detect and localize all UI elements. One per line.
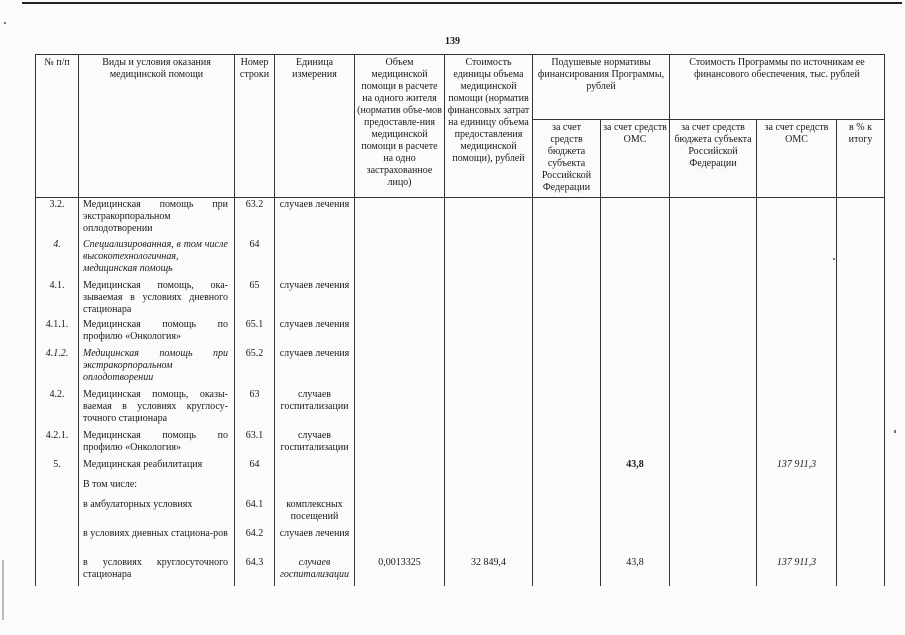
row-program-pct [837, 459, 885, 479]
page-number: 139 [445, 36, 460, 47]
row-program-oms: 137 911,3 [757, 459, 837, 479]
row-number: 4.1. [36, 280, 79, 319]
row-cost [445, 528, 533, 557]
row-number: 4.1.2. [36, 348, 79, 389]
row-name: Медицинская помощь при экстракорпоральном оплодотворении [79, 198, 235, 239]
row-program-budget [670, 348, 757, 389]
row-name: в условиях круглосуточного стационара [79, 557, 235, 586]
row-percapita-oms: 43,8 [601, 557, 670, 586]
header-unit: Единица измерения [275, 55, 355, 198]
table-row [36, 430, 885, 459]
row-percapita-oms [601, 528, 670, 557]
table-row [36, 239, 885, 280]
row-percapita-oms [601, 479, 670, 499]
table-row [36, 479, 885, 499]
row-percapita-budget [533, 430, 601, 459]
row-cost [445, 459, 533, 479]
row-program-budget [670, 239, 757, 280]
financing-table [35, 54, 885, 586]
row-volume [355, 319, 445, 348]
row-program-budget [670, 557, 757, 586]
row-program-budget [670, 280, 757, 319]
row-cost [445, 239, 533, 280]
row-program-budget [670, 389, 757, 430]
row-line-number: 64.3 [235, 557, 275, 586]
row-percapita-budget [533, 528, 601, 557]
row-cost [445, 348, 533, 389]
row-number: 4.1.1. [36, 319, 79, 348]
row-number: 4. [36, 239, 79, 280]
row-program-oms [757, 319, 837, 348]
row-unit: комплексных посещений [275, 499, 355, 528]
row-volume [355, 528, 445, 557]
header-name: Виды и условия оказания медицинской помощи [79, 55, 235, 198]
row-percapita-oms [601, 499, 670, 528]
row-cost [445, 430, 533, 459]
row-program-pct [837, 389, 885, 430]
row-program-oms [757, 430, 837, 459]
row-unit: случаев лечения [275, 348, 355, 389]
row-program-pct [837, 499, 885, 528]
row-line-number: 63.1 [235, 430, 275, 459]
header-program-oms: за счет средств ОМС [757, 120, 837, 198]
row-cost [445, 389, 533, 430]
row-volume [355, 348, 445, 389]
row-program-pct [837, 198, 885, 239]
row-cost [445, 499, 533, 528]
row-program-oms: 137 911,3 [757, 557, 837, 586]
row-program-oms [757, 198, 837, 239]
table-row [36, 528, 885, 557]
row-line-number: 65.2 [235, 348, 275, 389]
row-program-budget [670, 198, 757, 239]
header-volume: Объем медицинской помощи в расчете на одного жителя (норматив объе-мов предоставле-ния медицинской помощи в расчете на одно застрахованное лицо) [355, 55, 445, 198]
row-number [36, 499, 79, 528]
row-name: в амбулаторных условиях [79, 499, 235, 528]
row-volume [355, 479, 445, 499]
scan-edge [2, 560, 4, 620]
row-name: Специализированная, в том числе высокотехнологичная, медицинская помощь [79, 239, 235, 280]
row-percapita-budget [533, 280, 601, 319]
row-number [36, 557, 79, 586]
row-line-number: 64 [235, 459, 275, 479]
row-number [36, 528, 79, 557]
row-cost [445, 479, 533, 499]
row-volume [355, 499, 445, 528]
row-program-pct [837, 348, 885, 389]
row-unit: случаев лечения [275, 528, 355, 557]
row-number [36, 479, 79, 499]
row-program-oms [757, 280, 837, 319]
row-percapita-oms [601, 198, 670, 239]
header-program-pct: в % к итогу [837, 120, 885, 198]
row-percapita-budget [533, 348, 601, 389]
row-program-pct [837, 430, 885, 459]
row-unit [275, 459, 355, 479]
row-volume: 0,0013325 [355, 557, 445, 586]
row-program-pct [837, 319, 885, 348]
header-percapita-oms: за счет средств ОМС [601, 120, 670, 198]
row-volume [355, 459, 445, 479]
row-unit: случаев лечения [275, 198, 355, 239]
row-number: 3.2. [36, 198, 79, 239]
row-percapita-budget [533, 319, 601, 348]
header-cost: Стоимость единицы объема медицинской помощи (норматив финансовых затрат на единицу объема предоставления медицинской помощи), рублей [445, 55, 533, 198]
row-line-number [235, 479, 275, 499]
scan-speck [833, 258, 835, 260]
row-volume [355, 239, 445, 280]
row-unit: случаев госпитализации [275, 557, 355, 586]
header-percapita-budget: за счет средств бюджета субъекта Российской Федерации [533, 120, 601, 198]
row-cost [445, 198, 533, 239]
row-cost [445, 280, 533, 319]
table-row [36, 319, 885, 348]
row-program-budget [670, 430, 757, 459]
row-line-number: 65 [235, 280, 275, 319]
row-program-pct [837, 528, 885, 557]
row-unit: случаев лечения [275, 280, 355, 319]
header-program-budget: за счет средств бюджета субъекта Российской Федерации [670, 120, 757, 198]
row-percapita-oms [601, 319, 670, 348]
row-program-pct [837, 479, 885, 499]
row-percapita-budget [533, 557, 601, 586]
table-row [36, 389, 885, 430]
row-volume [355, 430, 445, 459]
row-volume [355, 280, 445, 319]
table-row [36, 499, 885, 528]
row-percapita-budget [533, 459, 601, 479]
table-row [36, 198, 885, 239]
row-percapita-budget [533, 198, 601, 239]
row-program-oms [757, 389, 837, 430]
row-volume [355, 198, 445, 239]
row-number: 5. [36, 459, 79, 479]
row-line-number: 64.2 [235, 528, 275, 557]
table-row [36, 348, 885, 389]
row-percapita-budget [533, 239, 601, 280]
scan-speck [894, 430, 896, 433]
row-name: в условиях дневных стациона-ров [79, 528, 235, 557]
row-percapita-oms: 43,8 [601, 459, 670, 479]
row-program-pct [837, 280, 885, 319]
row-program-pct [837, 557, 885, 586]
row-program-oms [757, 348, 837, 389]
row-percapita-oms [601, 389, 670, 430]
row-percapita-budget [533, 499, 601, 528]
row-unit [275, 239, 355, 280]
row-program-oms [757, 479, 837, 499]
top-border-line [22, 2, 902, 4]
row-program-budget [670, 459, 757, 479]
row-name: Медицинская помощь по профилю «Онкология» [79, 319, 235, 348]
table-row [36, 557, 885, 586]
row-program-oms [757, 528, 837, 557]
header-program-group: Стоимость Программы по источникам ее финансового обеспечения, тыс. рублей [670, 55, 885, 120]
row-name: Медицинская помощь, оказы-ваемая в условиях круглосу-точного стационара [79, 389, 235, 430]
row-program-budget [670, 479, 757, 499]
row-program-budget [670, 319, 757, 348]
header-percapita-group: Подушевые нормативы финансирования Программы, рублей [533, 55, 670, 120]
row-percapita-budget [533, 479, 601, 499]
row-name: В том числе: [79, 479, 235, 499]
row-program-budget [670, 499, 757, 528]
table-row [36, 280, 885, 319]
row-name: Медицинская реабилитация [79, 459, 235, 479]
row-line-number: 63.2 [235, 198, 275, 239]
row-unit: случаев госпитализации [275, 430, 355, 459]
header-row: Номер строки [235, 55, 275, 198]
row-line-number: 65.1 [235, 319, 275, 348]
row-unit: случаев госпитализации [275, 389, 355, 430]
row-program-budget [670, 528, 757, 557]
scan-speck [4, 22, 6, 24]
row-name: Медицинская помощь, ока-зываемая в условиях дневного стационара [79, 280, 235, 319]
row-unit [275, 479, 355, 499]
row-program-oms [757, 239, 837, 280]
row-name: Медицинская помощь при экстракорпоральном оплодотворении [79, 348, 235, 389]
row-number: 4.2.1. [36, 430, 79, 459]
row-line-number: 64 [235, 239, 275, 280]
row-program-pct [837, 239, 885, 280]
row-line-number: 64.1 [235, 499, 275, 528]
row-name: Медицинская помощь по профилю «Онкология» [79, 430, 235, 459]
table-body [36, 198, 885, 586]
row-percapita-oms [601, 430, 670, 459]
header-num: № п/п [36, 55, 79, 198]
table-row [36, 459, 885, 479]
row-program-oms [757, 499, 837, 528]
row-volume [355, 389, 445, 430]
row-cost [445, 319, 533, 348]
row-line-number: 63 [235, 389, 275, 430]
row-number: 4.2. [36, 389, 79, 430]
row-percapita-oms [601, 239, 670, 280]
table-header [36, 55, 885, 198]
row-cost: 32 849,4 [445, 557, 533, 586]
row-percapita-oms [601, 348, 670, 389]
row-percapita-oms [601, 280, 670, 319]
row-unit: случаев лечения [275, 319, 355, 348]
row-percapita-budget [533, 389, 601, 430]
